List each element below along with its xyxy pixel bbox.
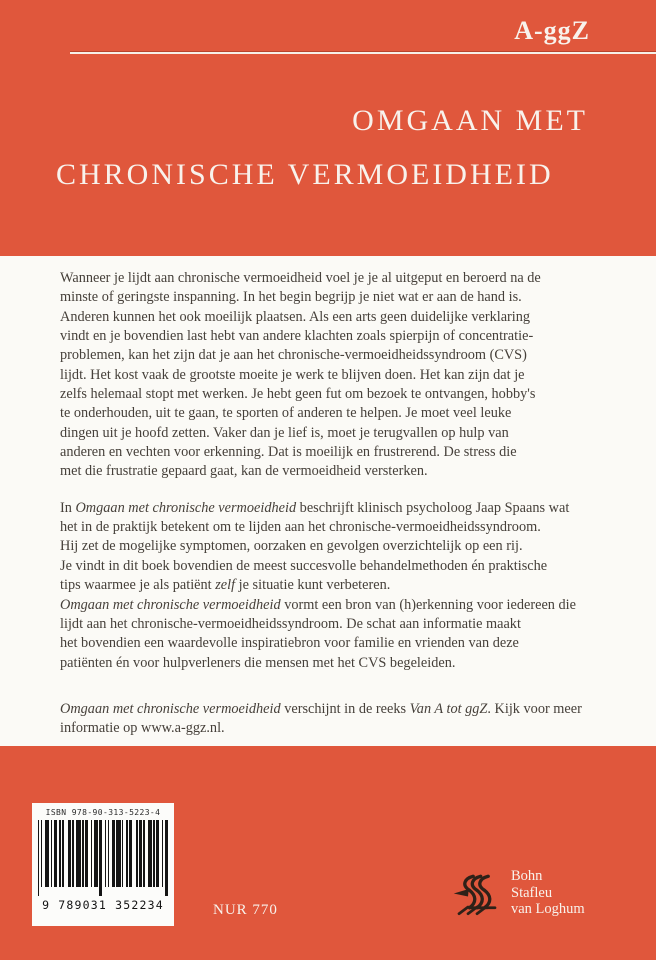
header-divider xyxy=(70,52,656,54)
bottom-band xyxy=(0,746,656,960)
top-band xyxy=(0,0,656,256)
barcode-box xyxy=(32,803,174,926)
barcode xyxy=(38,820,168,896)
book-title-line1: OMGAAN MET xyxy=(352,104,588,137)
publisher-name xyxy=(511,868,585,922)
paragraph: Omgaan met chronische vermoeidheid verschijnt in de reeks Van A tot ggZ. Kijk voor meer informatie op www.a-ggz.nl. xyxy=(60,700,582,737)
publisher-line: Bohn xyxy=(511,868,543,884)
publisher-line: Stafleu xyxy=(511,884,553,901)
ean-digits: 9 789031 352234 xyxy=(42,898,164,912)
publisher-swan-logo xyxy=(450,868,498,922)
nur-code: NUR 770 xyxy=(213,902,278,918)
isbn-label: ISBN 978-90-313-5223-4 xyxy=(45,808,161,817)
book-title-line2: CHRONISCHE VERMOEIDHEID xyxy=(56,158,554,191)
paragraph: Wanneer je lijdt aan chronische vermoeidheid voel je je al uitgeput en beroerd na de minste of geringste inspanning. In het begin begrijp je niet wat er aan de hand is. Anderen kunnen het ook moeilijk plaatsen. Als een arts geen duidelijke verklaring vindt en je bovendien last hebt van andere klachten zoals spierpijn of concentratie- problemen, kan het zijn dat je aan het chronische-vermoeidheidssyndroom (CVS) lijdt. Het kost vaak de grootste moeite je werk te blijven doen. Het kan zijn dat je zelfs helemaal stopt met werken. Je hebt geen fut om bezoek te ontvangen, hobby's te onderhouden, uit te gaan, te sporten of anderen te helpen. Je moet veel leuke dingen uit je hoofd zetten. Vaker dan je lief is, moet je terugvallen op hulp van anderen en vechten voor erkenning. Dat is moeilijk en frustrerend. De stress die met die frustratie gepaard gaat, kan de vermoeidheid versterken. xyxy=(60,270,541,480)
publisher-block xyxy=(450,868,585,922)
back-cover-text xyxy=(0,256,620,739)
paragraph: In Omgaan met chronische vermoeidheid beschrijft klinisch psycholoog Jaap Spaans wat het in de praktijk betekent om te lijden aan het chronische-vermoeidheidssyndroom. Hij zet de mogelijke symptomen, oorzaken en gevolgen overzichtelijk op een rij. Je vindt in dit boek bovendien de meest succesvolle behandelmethoden én praktische tips waarmee je als patiënt zelf je situatie kunt verbeteren. Omgaan met chronische vermoeidheid vormt een bron van (h)erkenning voor iedereen die lijdt aan het chronische-vermoeidheidssyndroom. De schat aan informatie maakt het bovendien een waardevolle inspiratiebron voor familie en vrienden van deze patiënten én voor hulpverleners die mensen met het CVS begeleiden. xyxy=(60,499,576,671)
blurb-panel xyxy=(0,256,656,746)
series-logo: A-ggZ xyxy=(514,16,590,45)
publisher-line: van Loghum xyxy=(511,901,585,917)
